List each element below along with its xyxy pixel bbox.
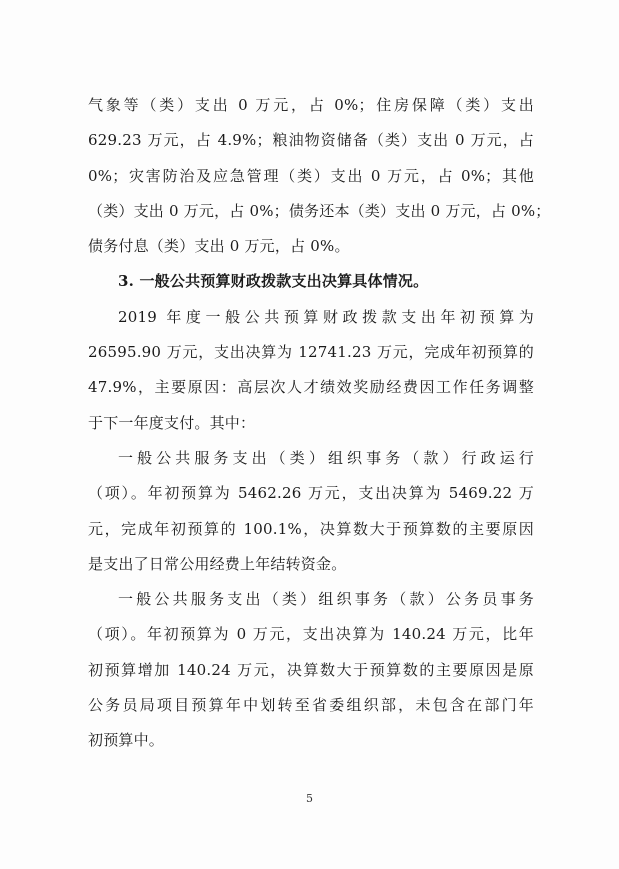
text-line: 是支出了日常公用经费上年结转资金。 xyxy=(88,554,347,573)
section-heading: 3. 一般公共预算财政拨款支出决算具体情况。 xyxy=(118,272,429,291)
text-line: （项）。年初预算为 0 万元，支出决算为 140.24 万元，比年 xyxy=(88,625,534,644)
text-line: 公务员局项目预算年中划转至省委组织部，未包含在部门年 xyxy=(88,696,534,715)
text-line: 0%；灾害防治及应急管理（类）支出 0 万元，占 0%；其他 xyxy=(88,166,534,185)
text-line: 初预算中。 xyxy=(88,731,165,750)
text-line: 26595.90 万元，支出决算为 12741.23 万元，完成年初预算的 xyxy=(88,343,534,362)
text-line: 一般公共服务支出（类）组织事务（款）公务员事务 xyxy=(118,590,534,609)
text-line: 元，完成年初预算的 100.1%，决算数大于预算数的主要原因 xyxy=(88,519,534,538)
text-line: （类）支出 0 万元，占 0%；债务还本（类）支出 0 万元，占 0%； xyxy=(88,201,551,220)
document-body xyxy=(88,88,551,759)
text-line: 一般公共服务支出（类）组织事务（款）行政运行 xyxy=(118,448,534,467)
text-line: （项）。年初预算为 5462.26 万元，支出决算为 5469.22 万 xyxy=(88,484,534,503)
text-line: 47.9%，主要原因：高层次人才绩效奖励经费因工作任务调整 xyxy=(88,378,534,397)
text-line: 初预算增加 140.24 万元，决算数大于预算数的主要原因是原 xyxy=(88,660,534,679)
text-line: 气象等（类）支出 0 万元，占 0%；住房保障（类）支出 xyxy=(88,96,534,114)
text-line: 于下一年度支付。其中： xyxy=(88,413,256,432)
text-line: 债务付息（类）支出 0 万元，占 0%。 xyxy=(88,237,350,256)
text-line: 2019 年度一般公共预算财政拨款支出年初预算为 xyxy=(118,307,534,326)
page-number: 5 xyxy=(306,792,313,805)
text-line: 629.23 万元，占 4.9%；粮油物资储备（类）支出 0 万元，占 xyxy=(88,131,534,150)
